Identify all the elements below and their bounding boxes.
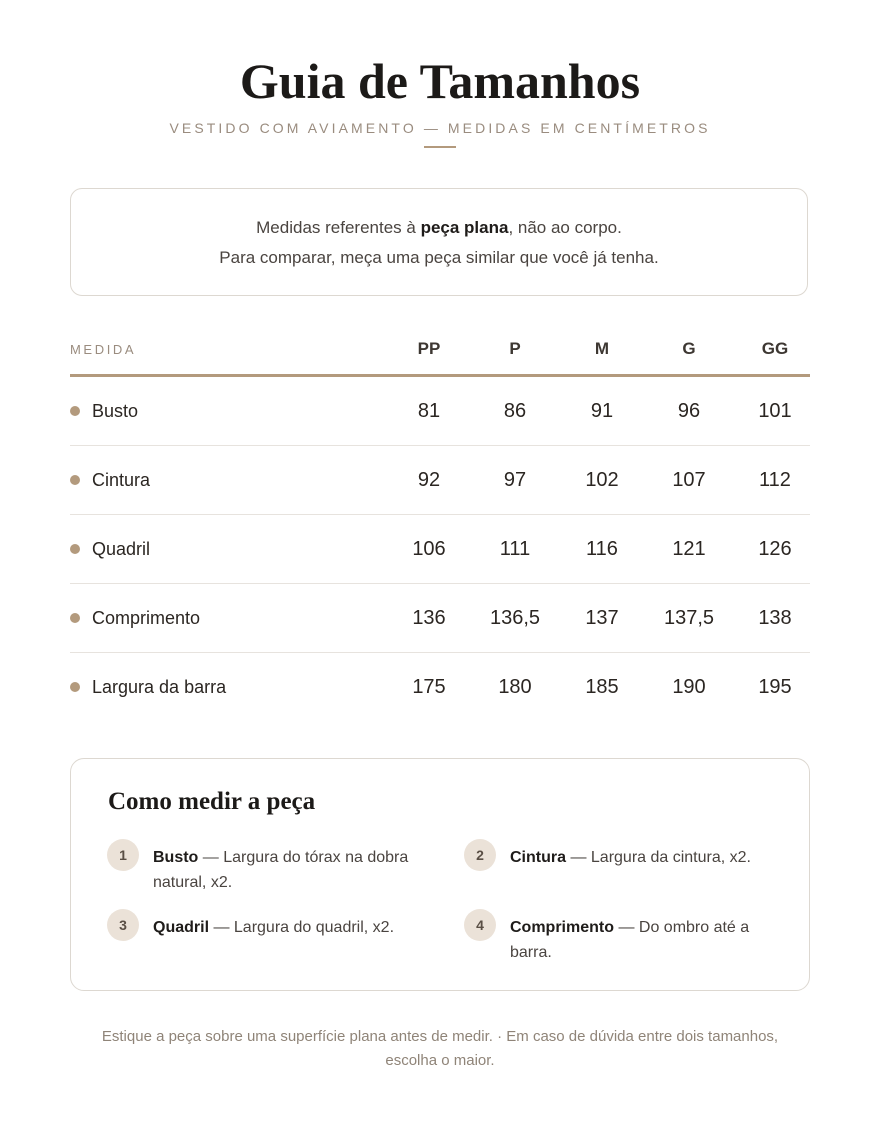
- table-cell: 106: [412, 538, 446, 560]
- table-row: [70, 653, 810, 721]
- table-cell: 180: [498, 676, 532, 698]
- step-number-badge: 1: [107, 839, 139, 871]
- title-divider: [424, 146, 456, 148]
- table-cell: 91: [590, 400, 614, 422]
- page-subtitle: VESTIDO COM AVIAMENTO — MEDIDAS EM CENTÍMETROS: [169, 120, 711, 136]
- table-row: [70, 584, 810, 653]
- table-cell: 136: [412, 607, 446, 629]
- table-header: [70, 330, 810, 377]
- table-cell: 101: [758, 400, 792, 422]
- page-title: Guia de Tamanhos: [239, 53, 641, 109]
- table-cell: 190: [672, 676, 706, 698]
- table-cell: 195: [758, 676, 792, 698]
- note-line-1-suffix: , não ao corpo.: [508, 218, 622, 237]
- table-cell: 136,5: [489, 607, 541, 629]
- table-row: [70, 515, 810, 584]
- table-cell: 86: [503, 400, 527, 422]
- step-text: [510, 845, 780, 870]
- note-box: [70, 188, 808, 296]
- step-text: [153, 915, 423, 940]
- how-to-measure-box: [70, 758, 810, 991]
- note-line-2: Para comparar, meça uma peça similar que você já tenha.: [219, 248, 659, 267]
- column-header-size: GG: [761, 339, 789, 358]
- note-line-1-prefix: Medidas referentes à: [256, 218, 421, 237]
- note-line-1-bold: peça plana: [420, 218, 509, 237]
- table-cell: 138: [758, 607, 792, 629]
- step-number-badge: 2: [464, 839, 496, 871]
- table-cell: 81: [417, 400, 441, 422]
- step-number-badge: 3: [107, 909, 139, 941]
- step-desc: — Largura do tórax na dobra natural, x2.: [153, 849, 409, 891]
- table-cell: 102: [585, 469, 619, 491]
- table-cell: 96: [677, 400, 701, 422]
- row-bullet-icon: [70, 475, 80, 485]
- table-row: [70, 377, 810, 446]
- size-table: [70, 330, 810, 721]
- column-header-size: G: [682, 339, 696, 358]
- table-cell: 92: [417, 469, 441, 491]
- step-term: Busto: [153, 849, 199, 866]
- row-bullet-icon: [70, 406, 80, 416]
- step-desc: — Do ombro até a barra.: [510, 919, 750, 961]
- table-cell: 185: [585, 676, 619, 698]
- step-text: [510, 915, 780, 965]
- step-desc: — Largura do quadril, x2.: [209, 919, 395, 936]
- footer-note: Estique a peça sobre uma superfície plana antes de medir. · Em caso de dúvida entre dois tamanhos, escolha o maior.: [101, 1028, 779, 1069]
- table-row: [70, 446, 810, 515]
- column-header-size: P: [509, 339, 521, 358]
- table-cell: 97: [503, 469, 527, 491]
- step-text: [153, 845, 423, 895]
- step-term: Cintura: [510, 849, 566, 866]
- step-term: Comprimento: [510, 919, 614, 936]
- table-cell: 116: [586, 538, 618, 560]
- row-label: Largura da barra: [92, 677, 227, 697]
- column-header-size: PP: [417, 339, 441, 358]
- column-header-size: M: [594, 339, 610, 358]
- table-cell: 111: [499, 538, 531, 560]
- row-label: Busto: [92, 401, 139, 421]
- table-cell: 126: [758, 538, 792, 560]
- row-label: Quadril: [92, 539, 151, 559]
- table-cell: 137,5: [663, 607, 715, 629]
- step-desc: — Largura da cintura, x2.: [566, 849, 751, 866]
- row-bullet-icon: [70, 682, 80, 692]
- column-header-measure: MEDIDA: [70, 342, 137, 357]
- row-bullet-icon: [70, 613, 80, 623]
- table-cell: 175: [412, 676, 446, 698]
- note-line-1: [71, 217, 807, 239]
- step-number-badge: 4: [464, 909, 496, 941]
- row-bullet-icon: [70, 544, 80, 554]
- row-label: Comprimento: [92, 608, 201, 628]
- table-cell: 107: [672, 469, 706, 491]
- table-cell: 137: [585, 607, 619, 629]
- step-term: Quadril: [153, 919, 210, 936]
- how-to-measure-title: Como medir a peça: [108, 788, 316, 815]
- table-cell: 112: [759, 469, 791, 491]
- row-label: Cintura: [92, 470, 151, 490]
- table-cell: 121: [672, 538, 706, 560]
